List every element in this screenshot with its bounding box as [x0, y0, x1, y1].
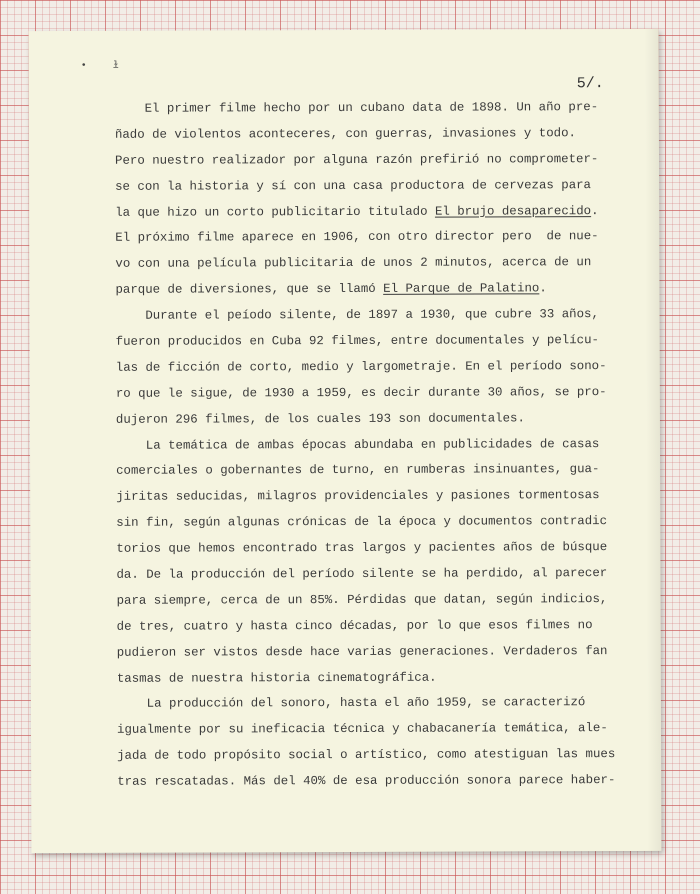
text-line-content: pudieron ser vistos desde hace varias generaciones. Verdaderos fan [116, 643, 608, 660]
text-line-content: sin fin, según algunas crónicas de la época y documentos contradic [116, 514, 608, 531]
text-line-content: para siempre, cerca de un 85%. Pérdidas que datan, según indicios, [116, 592, 608, 608]
text-line-content: El próximo filme aparece en 1906, con otro director pero de nue- [115, 229, 599, 246]
page-number: 5/. [576, 75, 604, 93]
text-line-content: parque de diversiones, que se llamó [115, 282, 384, 298]
text-line [116, 483, 636, 511]
text-line [117, 768, 637, 796]
typed-body-text [115, 95, 637, 796]
text-line [115, 224, 635, 252]
text-line-content: Durante el peíodo silente, de 1897 a 1930, que cubre 33 años, [115, 307, 599, 323]
text-line [117, 639, 637, 667]
text-line [117, 690, 637, 718]
text-line [116, 380, 636, 408]
text-line [116, 561, 636, 589]
underlined-title: El brujo desaparecido [434, 203, 592, 219]
text-line-content: tras rescatadas. Más del 40% de esa producción sonora parece haber- [117, 773, 616, 789]
text-line-content: torios que hemos encontrado tras largos y pacientes años de búsque [116, 540, 608, 556]
text-line [116, 535, 636, 563]
text-line [115, 276, 635, 304]
text-line [117, 587, 637, 615]
text-line [116, 354, 636, 382]
text-line-content: de tres, cuatro y hasta cinco décadas, por lo que esos filmes no [116, 617, 593, 634]
text-line-content: igualmente por su ineficacia técnica y chabacanería temática, ale- [116, 721, 608, 738]
ink-dot-mark: • [80, 60, 87, 72]
underlined-title: El Parque de Palatino [383, 281, 540, 297]
text-line-content: vo con una película publicitaria de unos 2 minutos, acerca de un [115, 255, 592, 272]
text-line-content: comerciales o gobernantes de turno, en rumberas insinuantes, gua- [116, 462, 600, 479]
text-line [116, 457, 636, 485]
text-line [115, 173, 635, 201]
text-line [116, 509, 636, 537]
text-line-content: fueron producidos en Cuba 92 filmes, entre documentales y pelícu- [115, 333, 600, 349]
text-line-content: dujeron 296 filmes, de los cuales 193 son documentales. [115, 411, 525, 427]
text-line [116, 406, 636, 434]
text-line-content: Pero nuestro realizador por alguna razón prefirió no comprometer- [114, 151, 599, 168]
text-line [115, 147, 635, 175]
text-line-content: se con la historia y sí con una casa productora de cervezas para [115, 177, 592, 194]
text-line [116, 302, 636, 330]
text-line-content: la que hizo un corto publicitario titulado [115, 204, 435, 220]
text-line [115, 250, 635, 278]
text-line-content: tasmas de nuestra historia cinematográfica. [116, 670, 437, 686]
text-line-content: La temática de ambas épocas abundaba en publicidades de casas [115, 436, 600, 453]
text-line-content: da. De la producción del período silente se ha perdido, al parecer [116, 566, 608, 582]
text-line [117, 742, 637, 770]
text-line [115, 199, 635, 227]
text-line-punctuation: . [539, 281, 547, 296]
text-line-content: jiritas seducidas, milagros providenciales y pasiones tormentosas [116, 488, 600, 505]
text-line [116, 328, 636, 356]
text-line-content: ñado de violentos aconteceres, con guerras, invasiones y todo. [114, 126, 576, 142]
text-line [117, 613, 637, 641]
text-line-content: La producción del sonoro, hasta el año 1959, se caracterizó [116, 695, 586, 712]
text-line [117, 665, 637, 693]
text-line-content: jada de todo propósito social o artístico, como atestiguan las mues [117, 747, 616, 764]
text-line-content: El primer filme hecho por un cubano data de 1898. Un año pre- [114, 100, 599, 116]
text-line [115, 95, 635, 123]
text-line-content: las de ficción de corto, medio y largometraje. En el período sono- [115, 358, 607, 375]
pencil-tick-mark: ɫ [112, 60, 119, 72]
text-line-punctuation: . [591, 203, 599, 218]
text-line-content: ro que le sigue, de 1930 a 1959, es decir durante 30 años, se pro- [115, 384, 607, 401]
text-line [115, 121, 635, 149]
typed-page [29, 29, 662, 853]
text-line [116, 432, 636, 460]
text-line [117, 716, 637, 744]
